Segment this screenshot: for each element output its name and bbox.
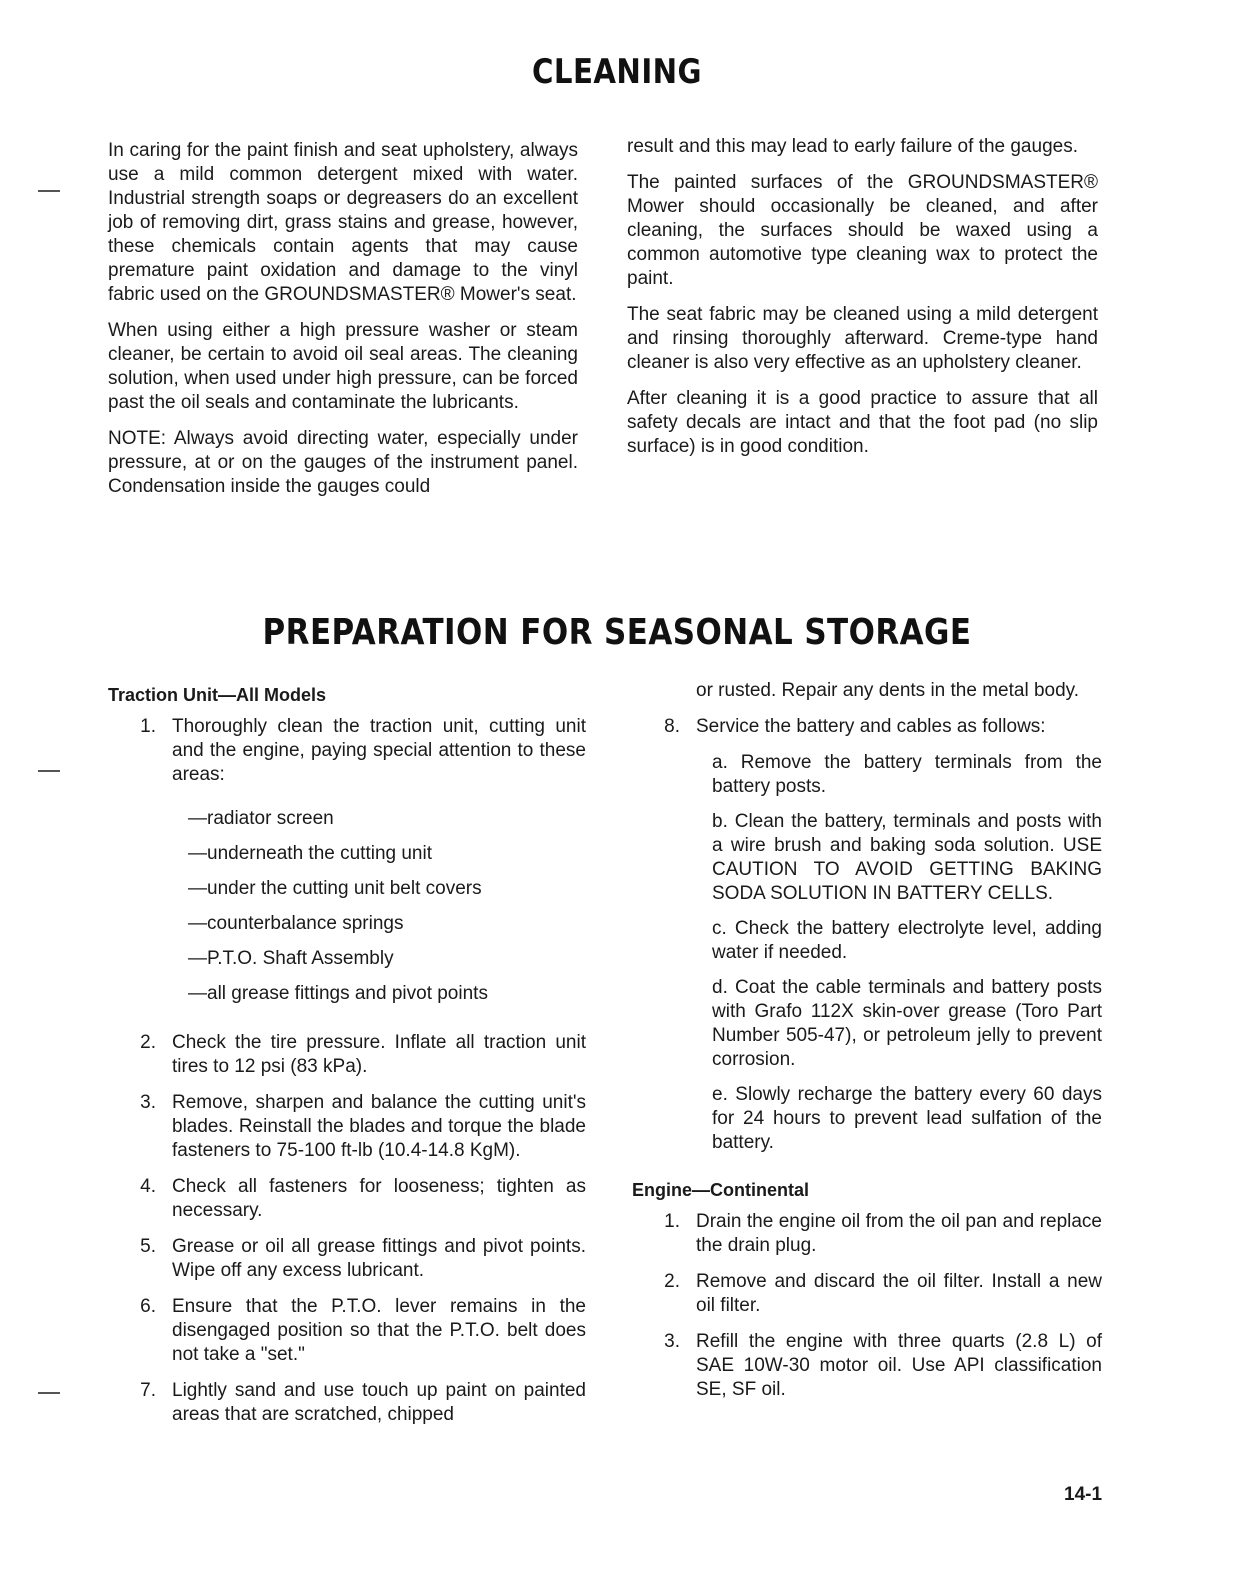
margin-mark — [38, 190, 60, 192]
list-item — [632, 1330, 1102, 1402]
list-item — [632, 715, 1102, 739]
list-item — [108, 1379, 586, 1427]
note-paragraph: NOTE: Always avoid directing water, especially under pressure, at or on the gauges of the instrument panel. Condensation inside the gauges could — [108, 428, 578, 497]
item-text: Service the battery and cables as follows: — [696, 716, 1046, 737]
margin-mark — [38, 770, 60, 772]
item-text: Thoroughly clean the traction unit, cutting unit and the engine, paying special attention to these areas: — [172, 716, 586, 785]
page-number: 14-1 — [1064, 1484, 1103, 1505]
area-item: —radiator screen — [188, 808, 334, 829]
list-item — [108, 715, 586, 787]
area-item: —counterbalance springs — [188, 913, 404, 934]
storage-left-column — [108, 683, 586, 1439]
storage-title: PREPARATION FOR SEASONAL STORAGE — [262, 612, 972, 653]
list-item — [108, 1295, 586, 1367]
item-text: Refill the engine with three quarts (2.8 L) of SAE 10W-30 motor oil. Use API classification SE, SF oil. — [696, 1331, 1102, 1400]
battery-step: a. Remove the battery terminals from the battery posts. — [712, 752, 1102, 797]
area-item: —P.T.O. Shaft Assembly — [188, 948, 394, 969]
item-number: 1. — [664, 1211, 680, 1232]
paragraph: The painted surfaces of the GROUNDSMASTER® Mower should occasionally be cleaned, and after cleaning, the surfaces should be waxed using a common automotive type cleaning wax to protect the paint. — [627, 172, 1098, 289]
item-number: 2. — [140, 1032, 156, 1053]
engine-heading: Engine—Continental — [632, 1180, 809, 1200]
item-number: 5. — [140, 1236, 156, 1257]
list-item — [108, 1031, 586, 1079]
storage-right-column — [632, 679, 1102, 1414]
paragraph: After cleaning it is a good practice to assure that all safety decals are intact and that the foot pad (no slip surface) is in good condition. — [627, 388, 1098, 457]
item-number: 3. — [664, 1331, 680, 1352]
item-text: Ensure that the P.T.O. lever remains in the disengaged position so that the P.T.O. belt does not take a "set." — [172, 1296, 586, 1365]
battery-step: b. Clean the battery, terminals and posts with a wire brush and baking soda solution. USE CAUTION TO AVOID GETTING BAKING SODA SOLUTION IN BATTERY CELLS. — [712, 811, 1102, 904]
area-item: —all grease fittings and pivot points — [188, 983, 488, 1004]
item-text: Drain the engine oil from the oil pan and replace the drain plug. — [696, 1211, 1102, 1256]
item-text: Check the tire pressure. Inflate all traction unit tires to 12 psi (83 kPa). — [172, 1032, 586, 1077]
item-number: 3. — [140, 1092, 156, 1113]
list-item — [632, 1270, 1102, 1318]
item-text: Grease or oil all grease fittings and pivot points. Wipe off any excess lubricant. — [172, 1236, 586, 1281]
paragraph: When using either a high pressure washer or steam cleaner, be certain to avoid oil seal areas. The cleaning solution, when used under high pressure, can be forced past the oil seals and contaminate the lubricants. — [108, 320, 578, 413]
cleaning-title: CLEANING — [532, 52, 702, 92]
list-item-continued — [632, 679, 1102, 703]
item-number: 4. — [140, 1176, 156, 1197]
item-number: 8. — [664, 716, 680, 737]
item-number: 7. — [140, 1380, 156, 1401]
margin-mark — [38, 1392, 60, 1394]
list-item — [632, 1210, 1102, 1258]
area-item: —underneath the cutting unit — [188, 843, 433, 864]
traction-heading: Traction Unit—All Models — [108, 685, 327, 705]
area-item: —under the cutting unit belt covers — [188, 878, 482, 899]
item-text: Lightly sand and use touch up paint on painted areas that are scratched, chipped — [172, 1380, 586, 1425]
battery-step: e. Slowly recharge the battery every 60 days for 24 hours to prevent lead sulfation of the battery. — [712, 1084, 1102, 1153]
list-item — [108, 1091, 586, 1163]
paragraph: result and this may lead to early failure of the gauges. — [627, 136, 1078, 157]
item-number: 6. — [140, 1296, 156, 1317]
list-item — [108, 1175, 586, 1223]
list-item — [108, 1235, 586, 1283]
cleaning-left-column — [108, 139, 578, 511]
battery-steps — [632, 751, 1102, 1155]
battery-step: c. Check the battery electrolyte level, adding water if needed. — [712, 918, 1102, 963]
battery-step: d. Coat the cable terminals and battery posts with Grafo 112X skin-over grease (Toro Part Number 505-47), or petroleum jelly to prevent corrosion. — [712, 977, 1102, 1070]
item-text: Check all fasteners for looseness; tighten as necessary. — [172, 1176, 586, 1221]
paragraph: The seat fabric may be cleaned using a mild detergent and rinsing thoroughly afterward. Creme-type hand cleaner is also very effective as an upholstery cleaner. — [627, 304, 1098, 373]
cleaning-right-column — [627, 135, 1098, 471]
item-text: or rusted. Repair any dents in the metal body. — [696, 680, 1080, 701]
item-text: Remove, sharpen and balance the cutting unit's blades. Reinstall the blades and torque the blade fasteners to 75-100 ft-lb (10.4-14.8 KgM). — [172, 1092, 586, 1161]
paragraph: In caring for the paint finish and seat upholstery, always use a mild common detergent mixed with water. Industrial strength soaps or degreasers do an excellent job of removing dirt, grass stains and grease, however, these chemicals contain agents that may cause premature paint oxidation and damage to the vinyl fabric used on the GROUNDSMASTER® Mower's seat. — [108, 140, 578, 305]
item-text: Remove and discard the oil filter. Install a new oil filter. — [696, 1271, 1102, 1316]
item-number: 1. — [140, 716, 156, 737]
item-number: 2. — [664, 1271, 680, 1292]
